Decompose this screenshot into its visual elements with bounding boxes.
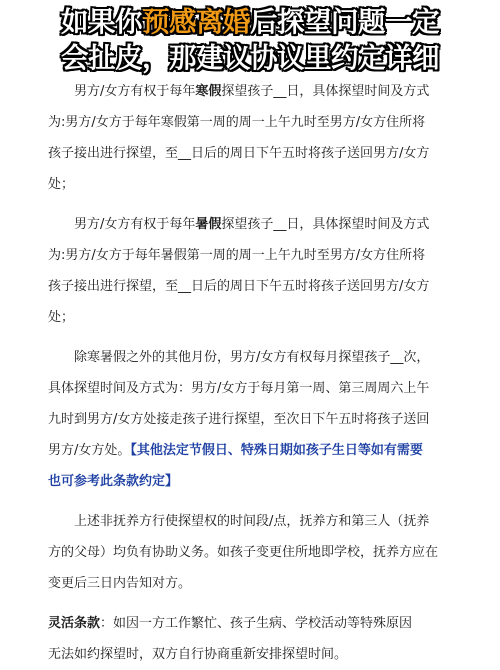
paragraph-spacer — [48, 200, 464, 209]
text-segment: 探望孩子__日，具体探望时间及方式 — [221, 84, 430, 99]
paragraph-line: 孩子接出进行探望，至__日后的周日下午五时将孩子送回男方/女方 — [48, 279, 430, 294]
text-segment: 探望孩子__日，具体探望时间及方式 — [221, 217, 430, 232]
paragraph-line: 为:男方/女方于每年暑假第一周的周一上午九时至男方/女方住所将 — [48, 248, 426, 263]
paragraph-line: 孩子接出进行探望，至__日后的周日下午五时将孩子送回男方/女方 — [48, 146, 430, 161]
paragraph-flexible-clause — [48, 608, 464, 670]
holiday-note-continued: 也可参考此条款约定】 — [48, 474, 179, 489]
paragraph-line: 九时到男方/女方处接走孩子进行探望，至次日下午五时将孩子送回 — [48, 412, 430, 427]
paragraph-spacer — [48, 497, 464, 506]
paragraph-line: 无法如约探望时，双方自行协商重新安排探望时间。 — [48, 647, 348, 662]
bold-term-winter: 寒假 — [195, 84, 222, 99]
paragraph-line — [48, 608, 464, 639]
title-line-1-part-3: 后探望问题一定 — [250, 6, 439, 38]
paragraph-monthly-visit — [48, 342, 464, 497]
text-segment: 男方/女方有权于每年 — [48, 84, 196, 99]
paragraph-line: 处； — [48, 310, 75, 325]
bold-term-flexible: 灵活条款 — [48, 616, 101, 631]
paragraph-winter-visit — [48, 76, 464, 200]
text-segment: 男方/女方有权于每年 — [48, 217, 196, 232]
paragraph-spacer — [48, 599, 464, 608]
title-line-1-part-1: 如果你 — [61, 6, 142, 38]
paragraph-line — [48, 435, 464, 466]
paragraph-line: 处； — [48, 177, 75, 192]
paragraph-line: 方的父母）均负有协助义务。如孩子变更住所地即学校，抚养方应在 — [48, 545, 439, 560]
holiday-note: 【其他法定节假日、特殊日期如孩子生日等如有需要 — [130, 443, 423, 458]
bold-term-summer: 暑假 — [195, 217, 222, 232]
paragraph-assistance-duty — [48, 506, 464, 599]
title-line-1 — [0, 4, 500, 40]
document-body — [48, 76, 464, 670]
title-line-2: 会扯皮，那建议协议里约定详细 — [61, 42, 439, 74]
text-segment: 男方/女方处。 — [48, 443, 131, 458]
paragraph-line: 具体探望时间及方式为：男方/女方于每月第一周、第三周周六上午 — [48, 381, 430, 396]
paragraph-summer-visit — [48, 209, 464, 333]
title-highlight: 预感离婚 — [142, 6, 250, 38]
text-segment: ：如因一方工作繁忙、孩子生病、学校活动等特殊原因 — [100, 616, 413, 631]
paragraph-line: 变更后三日内告知对方。 — [48, 576, 192, 591]
paragraph-line — [48, 76, 464, 107]
paragraph-spacer — [48, 333, 464, 342]
paragraph-line: 除寒暑假之外的其他月份，男方/女方有权每月探望孩子__次， — [48, 350, 430, 365]
paragraph-line — [48, 209, 464, 240]
paragraph-line: 上述非抚养方行使探望权的时间段/点，抚养方和第三人（抚养 — [48, 514, 430, 529]
page-title — [0, 4, 500, 76]
paragraph-line: 为:男方/女方于每年寒假第一周的周一上午九时至男方/女方住所将 — [48, 115, 426, 130]
